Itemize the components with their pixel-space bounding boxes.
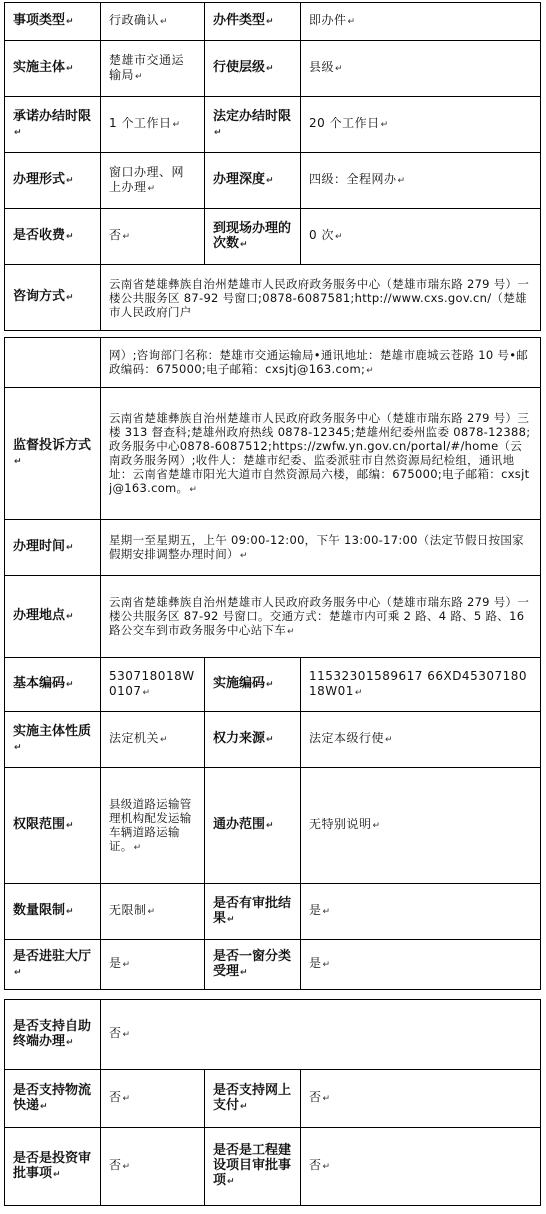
table-row [5, 3, 541, 41]
label-consult-cont [5, 338, 101, 388]
table-row [5, 1070, 541, 1128]
value-handle-place: 云南省楚雄彝族自治州楚雄市人民政府政务服务中心（楚雄市瑞东路 279 号）一楼公共服务区 87-92 号窗口。交通方式：楚雄市内可乘 2 路、4 路、5 路、16 路公交车到市政务服务中心站下车 ↵ [101, 576, 541, 658]
value-investment: 否 ↵ [101, 1128, 205, 1206]
table-row [5, 209, 541, 265]
label-self-service: 是否支持自助终端办理 ↵ [5, 1000, 101, 1070]
value-implementer-nature: 法定机关 ↵ [101, 712, 205, 768]
value-supervise: 云南省楚雄彝族自治州楚雄市人民政府政务服务中心（楚雄市瑞东路 279 号）三楼 313 督查科;楚雄州政府热线 0878-12345;楚雄州纪委州监委 0878-12388; 政务服务中心0878-6087512;https://zwfw.yn.gov.cn/portal/#/home（云南政务服务网）;收件人：楚雄市纪委、监委派驻市自然资源局纪检组，通讯地址：云南省楚雄市阳光大道市自然资源局六楼，邮编：675000;电子邮箱：cxsjtj@163.com。 ↵ [101, 388, 541, 520]
info-table-3 [4, 999, 541, 1206]
value-handle-depth: 四级：全程网办 ↵ [301, 153, 541, 209]
table-row [5, 520, 541, 576]
table-row [5, 884, 541, 940]
label-item-type: 事项类型 ↵ [5, 3, 101, 41]
value-online-pay: 否 ↵ [301, 1070, 541, 1128]
value-one-window: 是 ↵ [301, 940, 541, 990]
value-quantity-limit: 无限制 ↵ [101, 884, 205, 940]
label-legal-time: 法定办结时限 ↵ [205, 97, 301, 153]
label-case-type: 办件类型 ↵ [205, 3, 301, 41]
label-implementer: 实施主体 ↵ [5, 41, 101, 97]
table-row [5, 388, 541, 520]
value-power-source: 法定本级行使 ↵ [301, 712, 541, 768]
value-in-hall: 是 ↵ [101, 940, 205, 990]
value-legal-time: 20 个工作日 ↵ [301, 97, 541, 153]
table-row [5, 768, 541, 884]
table-row [5, 338, 541, 388]
value-exercise-level: 县级 ↵ [301, 41, 541, 97]
label-handle-depth: 办理深度 ↵ [205, 153, 301, 209]
value-general-scope: 无特别说明 ↵ [301, 768, 541, 884]
table-row [5, 41, 541, 97]
label-handle-time: 办理时间 ↵ [5, 520, 101, 576]
label-onsite-visits: 到现场办理的次数 ↵ [205, 209, 301, 265]
value-approval-result: 是 ↵ [301, 884, 541, 940]
value-case-type: 即办件 ↵ [301, 3, 541, 41]
label-supervise: 监督投诉方式 ↵ [5, 388, 101, 520]
table-row [5, 97, 541, 153]
table-row [5, 1000, 541, 1070]
label-impl-code: 实施编码 ↵ [205, 658, 301, 712]
label-in-hall: 是否进驻大厅 ↵ [5, 940, 101, 990]
label-exercise-level: 行使层级 ↵ [205, 41, 301, 97]
value-basic-code: 530718018W0107 ↵ [101, 658, 205, 712]
label-implementer-nature: 实施主体性质 ↵ [5, 712, 101, 768]
label-investment: 是否是投资审批事项 ↵ [5, 1128, 101, 1206]
value-handle-form: 窗口办理、网上办理 ↵ [101, 153, 205, 209]
value-promised-time: 1 个工作日 ↵ [101, 97, 205, 153]
value-onsite-visits: 0 次 ↵ [301, 209, 541, 265]
info-table-2 [4, 337, 541, 990]
value-consult-cont: 网）;咨询部门名称：楚雄市交通运输局•通讯地址：楚雄市鹿城云苍路 10 号•邮政编码：675000;电子邮箱：cxsjtj@163.com; ↵ [101, 338, 541, 388]
value-handle-time: 星期一至星期五，上午 09:00-12:00，下午 13:00-17:00（法定节假日按国家假期安排调整办理时间） ↵ [101, 520, 541, 576]
value-implementer: 楚雄市交通运输局 ↵ [101, 41, 205, 97]
label-consult: 咨询方式 ↵ [5, 265, 101, 331]
label-logistics: 是否支持物流快递 ↵ [5, 1070, 101, 1128]
table-row [5, 1128, 541, 1206]
table-row [5, 153, 541, 209]
value-construction: 否 ↵ [301, 1128, 541, 1206]
label-promised-time: 承诺办结时限 ↵ [5, 97, 101, 153]
label-handle-form: 办理形式 ↵ [5, 153, 101, 209]
label-basic-code: 基本编码 ↵ [5, 658, 101, 712]
label-handle-place: 办理地点 ↵ [5, 576, 101, 658]
value-fee: 否 ↵ [101, 209, 205, 265]
label-general-scope: 通办范围 ↵ [205, 768, 301, 884]
label-approval-result: 是否有审批结果 ↵ [205, 884, 301, 940]
value-impl-code: 11532301589617 66XD45307180 18W01 ↵ [301, 658, 541, 712]
info-table-1 [4, 2, 541, 331]
value-authority-scope: 县级道路运输管理机构配发运输车辆道路运输证。 ↵ [101, 768, 205, 884]
label-online-pay: 是否支持网上支付 ↵ [205, 1070, 301, 1128]
value-self-service: 否 ↵ [101, 1000, 541, 1070]
value-consult: 云南省楚雄彝族自治州楚雄市人民政府政务服务中心（楚雄市瑞东路 279 号）一楼公共服务区 87-92 号窗口;0878-6087581;http://www.cxs.gov.cn/（楚雄市人民政府门户 [101, 265, 541, 331]
label-quantity-limit: 数量限制 ↵ [5, 884, 101, 940]
label-construction: 是否是工程建设项目审批事项 ↵ [205, 1128, 301, 1206]
table-row [5, 712, 541, 768]
value-item-type: 行政确认 ↵ [101, 3, 205, 41]
table-row [5, 265, 541, 331]
label-power-source: 权力来源 ↵ [205, 712, 301, 768]
table-row [5, 576, 541, 658]
value-logistics: 否 ↵ [101, 1070, 205, 1128]
table-row [5, 940, 541, 990]
label-one-window: 是否一窗分类受理 ↵ [205, 940, 301, 990]
table-row [5, 658, 541, 712]
label-authority-scope: 权限范围 ↵ [5, 768, 101, 884]
label-fee: 是否收费 ↵ [5, 209, 101, 265]
